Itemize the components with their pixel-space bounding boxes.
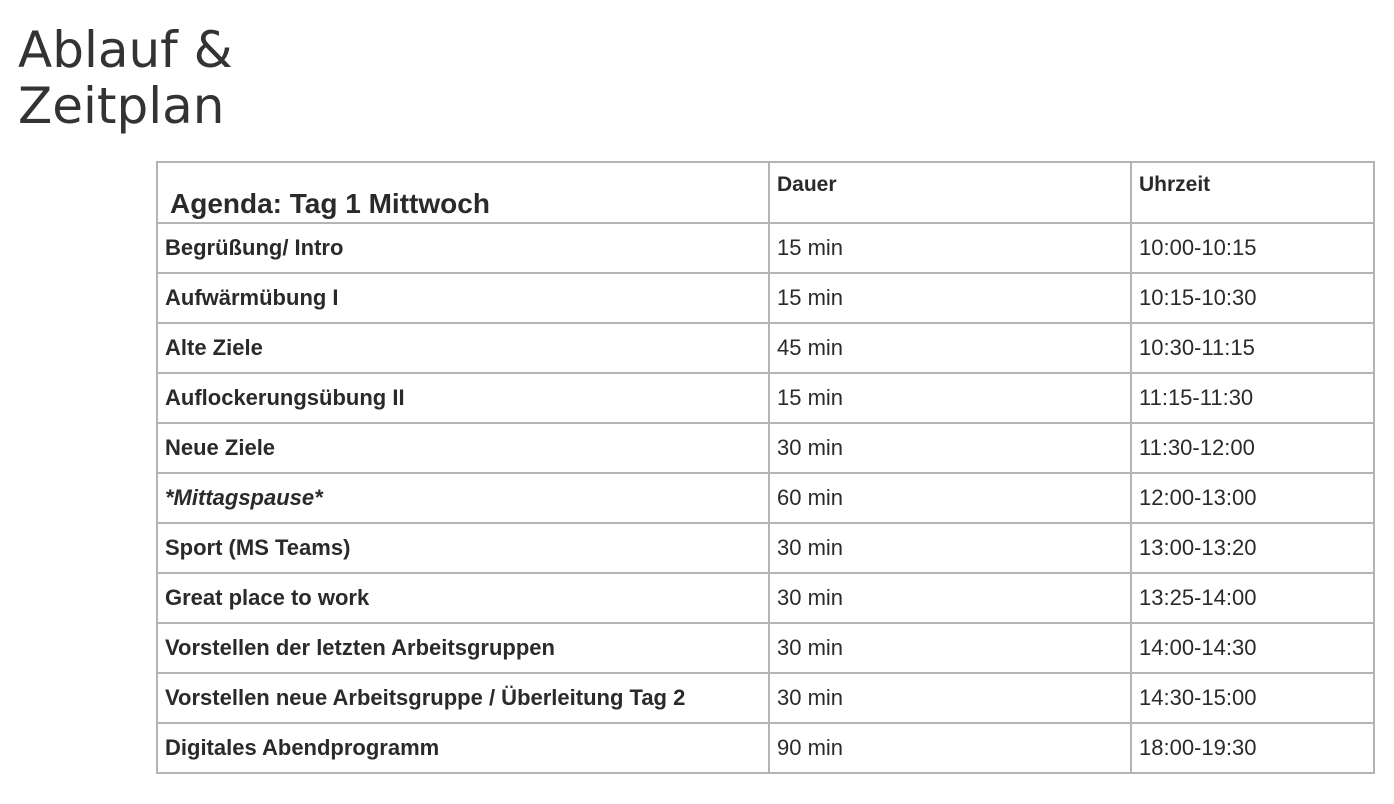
agenda-item: *Mittagspause* <box>157 473 769 523</box>
time-cell: 14:30-15:00 <box>1131 673 1374 723</box>
duration-cell: 15 min <box>769 373 1131 423</box>
table-row <box>157 523 1374 573</box>
duration-cell: 45 min <box>769 323 1131 373</box>
agenda-item: Alte Ziele <box>157 323 769 373</box>
table-row <box>157 673 1374 723</box>
agenda-item: Sport (MS Teams) <box>157 523 769 573</box>
time-cell: 11:15-11:30 <box>1131 373 1374 423</box>
table-row <box>157 273 1374 323</box>
agenda-item: Begrüßung/ Intro <box>157 223 769 273</box>
agenda-item: Vorstellen neue Arbeitsgruppe / Überleitung Tag 2 <box>157 673 769 723</box>
time-cell: 14:00-14:30 <box>1131 623 1374 673</box>
table-row <box>157 223 1374 273</box>
agenda-item: Digitales Abendprogramm <box>157 723 769 773</box>
table-row <box>157 723 1374 773</box>
table-row <box>157 473 1374 523</box>
duration-cell: 15 min <box>769 273 1131 323</box>
time-cell: 10:30-11:15 <box>1131 323 1374 373</box>
time-cell: 10:15-10:30 <box>1131 273 1374 323</box>
duration-cell: 30 min <box>769 523 1131 573</box>
duration-cell: 30 min <box>769 673 1131 723</box>
table-header-row <box>157 162 1374 223</box>
agenda-item: Aufwärmübung I <box>157 273 769 323</box>
page-title-line-1: Ablauf & <box>18 21 233 79</box>
duration-cell: 30 min <box>769 623 1131 673</box>
duration-cell: 30 min <box>769 423 1131 473</box>
agenda-item: Auflockerungsübung II <box>157 373 769 423</box>
agenda-item: Neue Ziele <box>157 423 769 473</box>
table-row <box>157 573 1374 623</box>
table-row <box>157 373 1374 423</box>
time-cell: 13:00-13:20 <box>1131 523 1374 573</box>
time-cell: 12:00-13:00 <box>1131 473 1374 523</box>
agenda-item: Vorstellen der letzten Arbeitsgruppen <box>157 623 769 673</box>
duration-cell: 30 min <box>769 573 1131 623</box>
time-cell: 11:30-12:00 <box>1131 423 1374 473</box>
time-cell: 13:25-14:00 <box>1131 573 1374 623</box>
table-row <box>157 423 1374 473</box>
duration-header: Dauer <box>769 162 1131 223</box>
duration-cell: 15 min <box>769 223 1131 273</box>
page-title-line-2: Zeitplan <box>18 77 225 135</box>
page-title <box>18 22 233 134</box>
time-cell: 10:00-10:15 <box>1131 223 1374 273</box>
time-cell: 18:00-19:30 <box>1131 723 1374 773</box>
agenda-item: Great place to work <box>157 573 769 623</box>
table-row <box>157 623 1374 673</box>
agenda-table <box>156 161 1375 774</box>
duration-cell: 90 min <box>769 723 1131 773</box>
duration-cell: 60 min <box>769 473 1131 523</box>
agenda-header: Agenda: Tag 1 Mittwoch <box>157 162 769 223</box>
time-header: Uhrzeit <box>1131 162 1374 223</box>
table-row <box>157 323 1374 373</box>
